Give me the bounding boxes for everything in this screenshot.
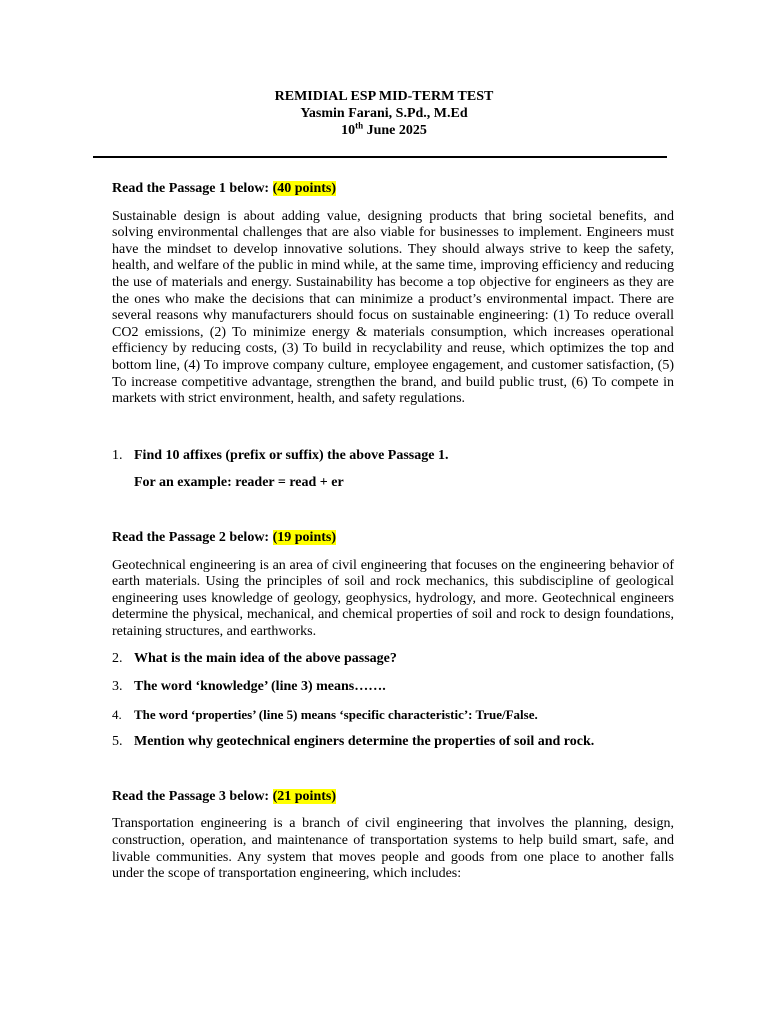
test-date <box>0 122 768 139</box>
question-1-number: 1. <box>112 447 123 463</box>
passage1-heading-text: Read the Passage 1 below: <box>112 181 273 196</box>
question-4-text: The word ‘properties’ (line 5) means ‘specific characteristic’: True/False. <box>134 706 538 722</box>
question-4-number: 4. <box>112 706 122 722</box>
question-5-text: Mention why geotechnical enginers determine the properties of soil and rock. <box>134 734 595 750</box>
passage3-points: (21 points) <box>272 788 337 804</box>
question-3-number: 3. <box>112 679 123 695</box>
passage3-heading <box>112 789 674 806</box>
document-header <box>0 88 768 139</box>
question-2-text: What is the main idea of the above passage? <box>134 651 397 667</box>
passage3-heading-text: Read the Passage 3 below: <box>112 788 273 804</box>
passage2-heading-text: Read the Passage 2 below: <box>112 529 273 545</box>
question-4 <box>112 707 674 724</box>
question-5-number: 5. <box>112 734 123 750</box>
author-name: Yasmin Farani, S.Pd., M.Ed <box>300 106 468 121</box>
question-1-example: For an example: reader = read + er <box>134 475 344 491</box>
passage1-points: (40 points) <box>272 181 337 196</box>
header-divider <box>93 156 667 158</box>
question-1 <box>112 448 674 465</box>
document-body <box>112 181 674 883</box>
question-1-text: Find 10 affixes (prefix or suffix) the above Passage 1. <box>134 447 449 463</box>
passage1-text: Sustainable design is about adding value, designing products that bring societal benefits, and solving environmental challenges that are also viable for businesses to implement. Engineers must have the mindset to develop innovative solutions. They should always strive to keep the safety, health, and welfare of the public in mind while, at the same time, improving efficiency and reducing the use of materials and energy. Sustainability has become a top objective for engineers as they are the ones who make the decisions that can minimize a product’s environmental impact. There are several reasons why manufacturers should focus on sustainable engineering: (1) To reduce overall CO2 emissions, (2) To minimize energy & materials consumption, which increases operational efficiency by reducing costs, (3) To build in recyclability and reuse, which optimizes the top and bottom line, (4) To improve company culture, employee engagement, and customer satisfaction, (5) To increase competitive advantage, strengthen the brand, and build public trust, (6) To compete in markets with strict environment, health, and safety regulations. <box>112 208 674 407</box>
question-3 <box>112 679 674 696</box>
question-2 <box>112 651 674 668</box>
passage2-heading <box>112 530 674 547</box>
test-title: REMIDIAL ESP MID-TERM TEST <box>274 89 494 104</box>
passage2-points: (19 points) <box>272 529 337 545</box>
date-suffix: th <box>355 120 364 131</box>
date-rest: June 2025 <box>363 123 427 138</box>
passage1-heading <box>112 181 674 198</box>
question-2-number: 2. <box>112 651 123 667</box>
passage2-text: Geotechnical engineering is an area of civil engineering that focuses on the engineering behavior of earth materials. Using the principles of soil and rock mechanics, this subdiscipline of geological engineering uses knowledge of geology, geophysics, hydrology, and more. Geotechnical engineers determine the physical, mechanical, and chemical properties of soil and rock to design foundations, retaining structures, and earthworks. <box>112 557 674 639</box>
passage3-text: Transportation engineering is a branch of civil engineering that involves the planning, design, construction, operation, and maintenance of transportation systems to help build smart, safe, and livable communities. Any system that moves people and goods from one place to another falls under the scope of transportation engineering, which includes: <box>112 816 674 882</box>
question-3-text: The word ‘knowledge’ (line 3) means……. <box>134 679 386 695</box>
date-day: 10 <box>341 123 356 138</box>
question-5 <box>112 734 674 751</box>
